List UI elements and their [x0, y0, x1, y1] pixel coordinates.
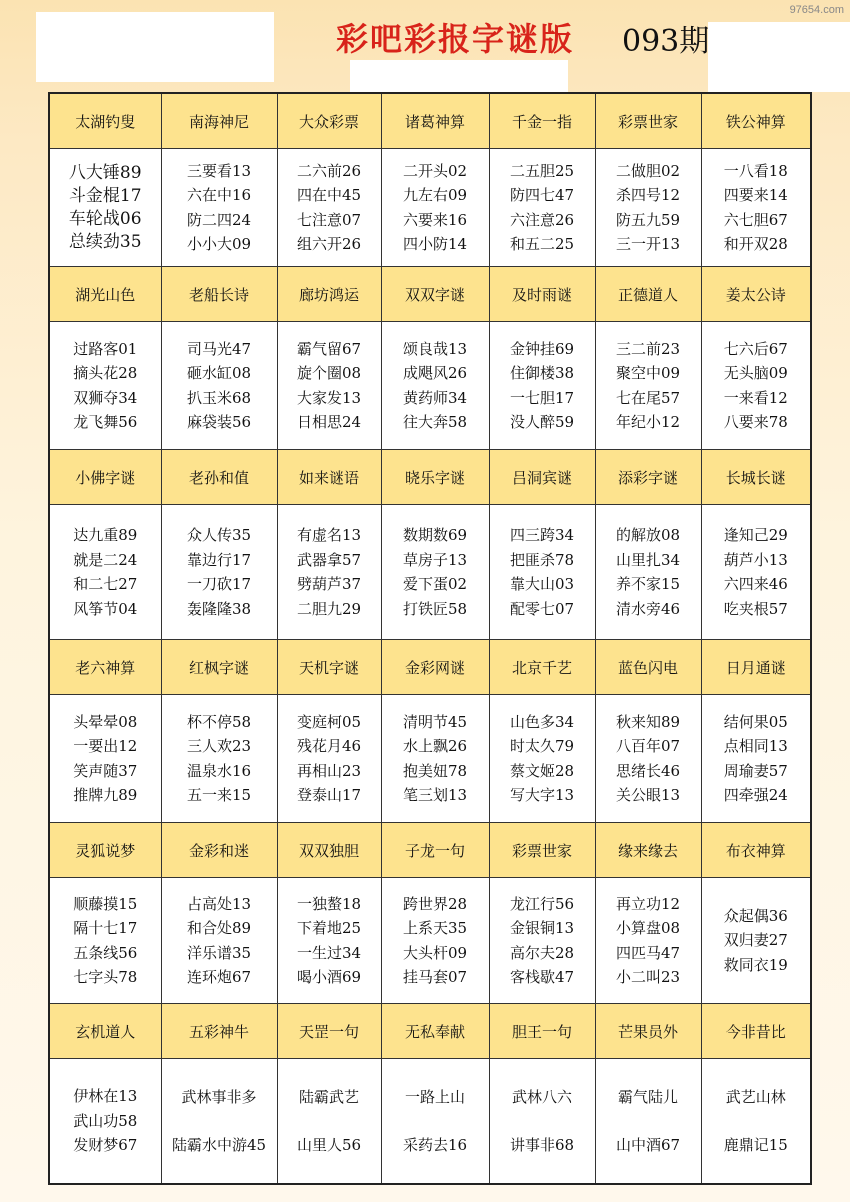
predictor-name: 红枫字谜 [161, 640, 277, 695]
prediction-line: 麻袋装56 [186, 413, 252, 431]
prediction-line: 四牵强24 [723, 786, 788, 804]
content-row [49, 1059, 811, 1184]
prediction-line: 客栈歇47 [509, 968, 575, 986]
prediction-line: 逢知己29 [723, 526, 788, 544]
prediction-line: 打铁匠58 [402, 599, 468, 618]
prediction-line: 三二前23 [615, 339, 681, 358]
prediction-line: 点相同13 [723, 737, 788, 755]
prediction-line: 达九重89 [73, 526, 138, 544]
prediction-line: 风筝节04 [73, 599, 138, 618]
prediction-cell [49, 1059, 161, 1184]
prediction-cell [49, 505, 161, 640]
watermark: 97654.com [789, 4, 844, 16]
prediction-cell [489, 878, 595, 1004]
prediction-line: 草房子13 [402, 550, 468, 569]
predictor-name: 双双独胆 [277, 823, 381, 878]
prediction-line: 扒玉米68 [186, 388, 252, 407]
prediction-line: 二五胆25 [509, 161, 575, 180]
predictor-name: 吕洞宾谜 [489, 450, 595, 505]
prediction-line: 旋个圈08 [296, 364, 362, 382]
prediction-line: 武艺山林 [725, 1087, 786, 1106]
predictor-name: 日月通谜 [701, 640, 811, 695]
prediction-line: 小小大09 [186, 235, 252, 253]
prediction-line: 推牌九89 [73, 786, 138, 804]
prediction-line: 就是二24 [73, 550, 138, 569]
predictor-name: 天机字谜 [277, 640, 381, 695]
prediction-cell [489, 149, 595, 267]
prediction-line: 陆霸水中游45 [171, 1135, 267, 1154]
prediction-cell [595, 322, 701, 450]
header-blank-left [36, 12, 274, 82]
page-title: 彩吧彩报字谜版 [336, 20, 575, 58]
prediction-line: 和合处89 [186, 919, 252, 937]
prediction-line: 聚空中09 [615, 364, 681, 382]
predictor-name: 长城长谜 [701, 450, 811, 505]
prediction-line: 山色多34 [509, 712, 575, 731]
prediction-line: 众人传35 [186, 526, 252, 544]
prediction-line: 上系天35 [402, 919, 468, 937]
prediction-line: 和五二25 [509, 235, 575, 253]
predictor-name: 及时雨谜 [489, 267, 595, 322]
prediction-line: 金银铜13 [509, 919, 575, 937]
predictor-name: 老孙和值 [161, 450, 277, 505]
prediction-line: 喝小酒69 [296, 968, 362, 986]
prediction-line: 车轮战06 [68, 208, 142, 229]
prediction-line: 采药去16 [402, 1135, 468, 1154]
name-row [49, 267, 811, 322]
predictor-name: 南海神尼 [161, 93, 277, 149]
prediction-cell [277, 878, 381, 1004]
prediction-line: 四匹马47 [615, 943, 681, 962]
prediction-line: 防四七47 [509, 186, 575, 204]
prediction-cell [161, 322, 277, 450]
prediction-line: 水上飘26 [402, 737, 468, 755]
prediction-line: 山里人56 [296, 1135, 362, 1154]
prediction-line: 六四来46 [723, 575, 788, 593]
header-blank-right [708, 22, 850, 92]
prediction-line: 杯不停58 [186, 712, 252, 731]
prediction-line: 金钟挂69 [509, 339, 575, 358]
prediction-line: 笔三划13 [402, 786, 468, 804]
prediction-line: 三人欢23 [186, 737, 252, 755]
prediction-line: 四在中45 [296, 186, 362, 204]
prediction-line: 变庭柯05 [296, 712, 362, 731]
predictor-name: 蓝色闪电 [595, 640, 701, 695]
prediction-line: 顺藤摸15 [73, 894, 138, 913]
prediction-line: 救同衣19 [723, 955, 788, 974]
predictor-name: 五彩神牛 [161, 1004, 277, 1059]
prediction-line: 司马光47 [186, 339, 252, 358]
prediction-line: 六七胆67 [723, 210, 788, 229]
prediction-line: 防五九59 [615, 210, 681, 229]
predictor-name: 小佛字谜 [49, 450, 161, 505]
prediction-line: 杀四号12 [615, 186, 681, 204]
prediction-line: 组六开26 [296, 235, 362, 253]
prediction-line: 鹿鼎记15 [723, 1135, 788, 1154]
predictor-name: 金彩和迷 [161, 823, 277, 878]
predictor-name: 铁公神算 [701, 93, 811, 149]
prediction-line: 七字头78 [73, 968, 138, 986]
prediction-line: 蔡文姬28 [509, 761, 575, 780]
prediction-line: 一独螯18 [296, 894, 362, 913]
prediction-cell [489, 322, 595, 450]
prediction-line: 一要出12 [73, 737, 138, 755]
prediction-line: 挂马套07 [402, 968, 468, 986]
prediction-line: 下着地25 [296, 919, 362, 937]
prediction-cell [489, 505, 595, 640]
prediction-line: 周瑜妻57 [723, 761, 788, 780]
prediction-line: 清水旁46 [615, 599, 681, 618]
predictor-name: 添彩字谜 [595, 450, 701, 505]
prediction-line: 六注意26 [509, 210, 575, 229]
issue-number: 093期 [622, 24, 710, 59]
name-row [49, 450, 811, 505]
prediction-line: 一八看18 [723, 161, 788, 180]
prediction-line: 和开双28 [723, 235, 788, 253]
prediction-cell [277, 149, 381, 267]
prediction-line: 龙飞舞56 [73, 413, 138, 431]
prediction-line: 武器拿57 [296, 550, 362, 569]
prediction-line: 配零七07 [509, 599, 575, 618]
prediction-line: 龙江行56 [509, 894, 575, 913]
prediction-line: 四要来14 [723, 186, 788, 204]
prediction-line: 六要来16 [402, 210, 468, 229]
predictor-name: 诸葛神算 [381, 93, 489, 149]
prediction-line: 过路客01 [73, 339, 138, 358]
prediction-line: 伊林在13 [73, 1087, 138, 1105]
prediction-line: 四小防14 [402, 235, 468, 253]
prediction-line: 大头杆09 [402, 943, 468, 962]
prediction-line: 住御楼38 [509, 364, 575, 382]
predictor-name: 老船长诗 [161, 267, 277, 322]
prediction-cell [701, 149, 811, 267]
prediction-line: 一来看12 [723, 388, 788, 407]
prediction-line: 笑声随37 [73, 761, 138, 780]
prediction-cell [595, 878, 701, 1004]
prediction-line: 一生过34 [296, 943, 362, 962]
prediction-line: 双狮夺34 [73, 388, 138, 407]
prediction-line: 二做胆02 [615, 161, 681, 180]
prediction-line: 二六前26 [296, 161, 362, 180]
prediction-cell [277, 505, 381, 640]
predictor-name: 正德道人 [595, 267, 701, 322]
prediction-line: 斗金棍17 [68, 185, 142, 206]
prediction-line: 无头脑09 [723, 364, 788, 382]
prediction-line: 颂良哉13 [402, 339, 468, 358]
prediction-cell [701, 322, 811, 450]
prediction-cell [161, 695, 277, 823]
prediction-cell [489, 1059, 595, 1184]
predictor-name: 廊坊鸿运 [277, 267, 381, 322]
prediction-line: 温泉水16 [186, 761, 252, 780]
predictor-name: 子龙一句 [381, 823, 489, 878]
predictor-name: 双双字谜 [381, 267, 489, 322]
prediction-line: 时太久79 [509, 737, 575, 755]
prediction-line: 总续劲35 [68, 231, 142, 252]
content-row [49, 149, 811, 267]
content-row [49, 878, 811, 1004]
prediction-cell [595, 505, 701, 640]
predictor-name: 芒果员外 [595, 1004, 701, 1059]
prediction-line: 二开头02 [402, 161, 468, 180]
prediction-line: 吃夹根57 [723, 599, 788, 618]
prediction-line: 日相思24 [296, 413, 362, 431]
prediction-line: 九左右09 [402, 186, 468, 204]
prediction-cell [701, 695, 811, 823]
predictor-name: 晓乐字谜 [381, 450, 489, 505]
prediction-line: 葫芦小13 [723, 550, 788, 569]
predictor-name: 北京千艺 [489, 640, 595, 695]
predictor-name: 老六神算 [49, 640, 161, 695]
prediction-line: 八要来78 [723, 413, 788, 431]
prediction-cell [595, 1059, 701, 1184]
predictor-name: 天罡一句 [277, 1004, 381, 1059]
prediction-line: 清明节45 [402, 712, 468, 731]
prediction-line: 把匪杀78 [509, 550, 575, 569]
prediction-line: 小二叫23 [615, 968, 681, 986]
predictor-name: 彩票世家 [489, 823, 595, 878]
prediction-line: 霸气留67 [296, 339, 362, 358]
prediction-line: 五一来15 [186, 786, 252, 804]
prediction-cell [161, 505, 277, 640]
predictor-name: 千金一指 [489, 93, 595, 149]
prediction-line: 霸气陆儿 [617, 1087, 678, 1106]
prediction-line: 五条线56 [73, 943, 138, 962]
prediction-line: 一刀砍17 [186, 575, 252, 593]
prediction-line: 洋乐谱35 [186, 943, 252, 962]
prediction-cell [381, 1059, 489, 1184]
prediction-line: 抱美妞78 [402, 761, 468, 780]
prediction-cell [701, 505, 811, 640]
prediction-cell [381, 878, 489, 1004]
prediction-line: 年纪小12 [615, 413, 681, 431]
prediction-line: 发财梦67 [73, 1136, 138, 1154]
prediction-cell [701, 878, 811, 1004]
prediction-line: 八大锤89 [68, 162, 142, 183]
prediction-line: 高尔夫28 [509, 943, 575, 962]
prediction-line: 有虚名13 [296, 526, 362, 544]
prediction-cell [49, 695, 161, 823]
prediction-cell [489, 695, 595, 823]
prediction-cell [277, 322, 381, 450]
prediction-line: 七六后67 [723, 339, 788, 358]
prediction-cell [49, 322, 161, 450]
prediction-cell [49, 878, 161, 1004]
predictor-name: 太湖钓叟 [49, 93, 161, 149]
predictor-name: 胆王一句 [489, 1004, 595, 1059]
prediction-cell [49, 149, 161, 267]
prediction-line: 七注意07 [296, 210, 362, 229]
predictor-name: 玄机道人 [49, 1004, 161, 1059]
prediction-line: 秋来知89 [615, 712, 681, 731]
prediction-line: 残花月46 [296, 737, 362, 755]
prediction-line: 靠边行17 [186, 550, 252, 569]
prediction-line: 八百年07 [615, 737, 681, 755]
prediction-line: 登泰山17 [296, 786, 362, 804]
prediction-cell [381, 322, 489, 450]
prediction-line: 三要看13 [186, 161, 252, 180]
name-row [49, 823, 811, 878]
predictor-name: 姜太公诗 [701, 267, 811, 322]
prediction-line: 小算盘08 [615, 919, 681, 937]
prediction-cell [161, 149, 277, 267]
prediction-line: 劈葫芦37 [296, 575, 362, 593]
prediction-line: 成飓风26 [402, 364, 468, 382]
prediction-line: 讲事非68 [509, 1135, 575, 1154]
prediction-line: 陆霸武艺 [298, 1087, 359, 1106]
prediction-line: 隔十七17 [73, 919, 138, 937]
predictor-name: 灵狐说梦 [49, 823, 161, 878]
name-row [49, 1004, 811, 1059]
prediction-line: 没人醉59 [509, 413, 575, 431]
name-row [49, 640, 811, 695]
prediction-line: 众起偶36 [723, 906, 788, 925]
prediction-line: 的解放08 [615, 526, 681, 544]
prediction-line: 和二七27 [73, 575, 138, 593]
prediction-line: 写大字13 [509, 786, 575, 804]
predictor-name: 布衣神算 [701, 823, 811, 878]
content-row [49, 322, 811, 450]
content-row [49, 695, 811, 823]
content-row [49, 505, 811, 640]
prediction-line: 关公眼13 [615, 786, 681, 804]
prediction-cell [161, 1059, 277, 1184]
prediction-line: 四三跨34 [509, 526, 575, 544]
prediction-line: 山里扎34 [615, 550, 681, 569]
prediction-line: 武林八六 [511, 1087, 572, 1106]
prediction-cell [381, 695, 489, 823]
prediction-line: 养不家15 [615, 575, 681, 593]
prediction-line: 大家发13 [296, 388, 362, 407]
name-row [49, 93, 811, 149]
prediction-cell [701, 1059, 811, 1184]
prediction-line: 连环炮67 [186, 968, 252, 986]
predictor-name: 今非昔比 [701, 1004, 811, 1059]
predictor-name: 彩票世家 [595, 93, 701, 149]
prediction-line: 防二四24 [186, 210, 252, 229]
prediction-cell [595, 695, 701, 823]
predictor-name: 湖光山色 [49, 267, 161, 322]
prediction-line: 双归妻27 [723, 931, 788, 950]
prediction-line: 七在尾57 [615, 388, 681, 407]
prediction-line: 武林事非多 [181, 1087, 257, 1106]
prediction-line: 武山功58 [73, 1111, 138, 1130]
predictor-name: 金彩网谜 [381, 640, 489, 695]
prediction-line: 一七胆17 [509, 388, 575, 407]
predictor-name: 无私奉献 [381, 1004, 489, 1059]
prediction-line: 摘头花28 [73, 364, 138, 382]
prediction-cell [381, 505, 489, 640]
prediction-line: 跨世界28 [402, 894, 468, 913]
prediction-line: 二胆九29 [296, 599, 362, 618]
prediction-line: 思绪长46 [615, 761, 681, 780]
prediction-line: 占高处13 [186, 894, 252, 913]
prediction-line: 结何果05 [723, 712, 788, 731]
prediction-line: 一路上山 [404, 1087, 465, 1106]
prediction-line: 黄药师34 [402, 388, 468, 407]
prediction-line: 再相山23 [296, 761, 362, 780]
prediction-line: 靠大山03 [509, 575, 575, 593]
prediction-line: 砸水缸08 [186, 364, 252, 382]
prediction-line: 山中酒67 [615, 1135, 681, 1154]
prediction-cell [381, 149, 489, 267]
prediction-line: 往大奔58 [402, 413, 468, 431]
prediction-line: 再立功12 [615, 894, 681, 913]
prediction-cell [277, 1059, 381, 1184]
predictor-name: 大众彩票 [277, 93, 381, 149]
prediction-line: 六在中16 [186, 186, 252, 204]
predictor-name: 缘来缘去 [595, 823, 701, 878]
prediction-line: 轰隆隆38 [186, 599, 252, 618]
prediction-line: 爱下蛋02 [402, 575, 468, 593]
prediction-line: 数期数69 [402, 526, 468, 544]
predictor-name: 如来谜语 [277, 450, 381, 505]
prediction-line: 三一开13 [615, 235, 681, 253]
prediction-cell [161, 878, 277, 1004]
prediction-cell [277, 695, 381, 823]
prediction-cell [595, 149, 701, 267]
prediction-line: 头晕晕08 [73, 712, 138, 731]
riddle-grid [48, 92, 812, 1185]
